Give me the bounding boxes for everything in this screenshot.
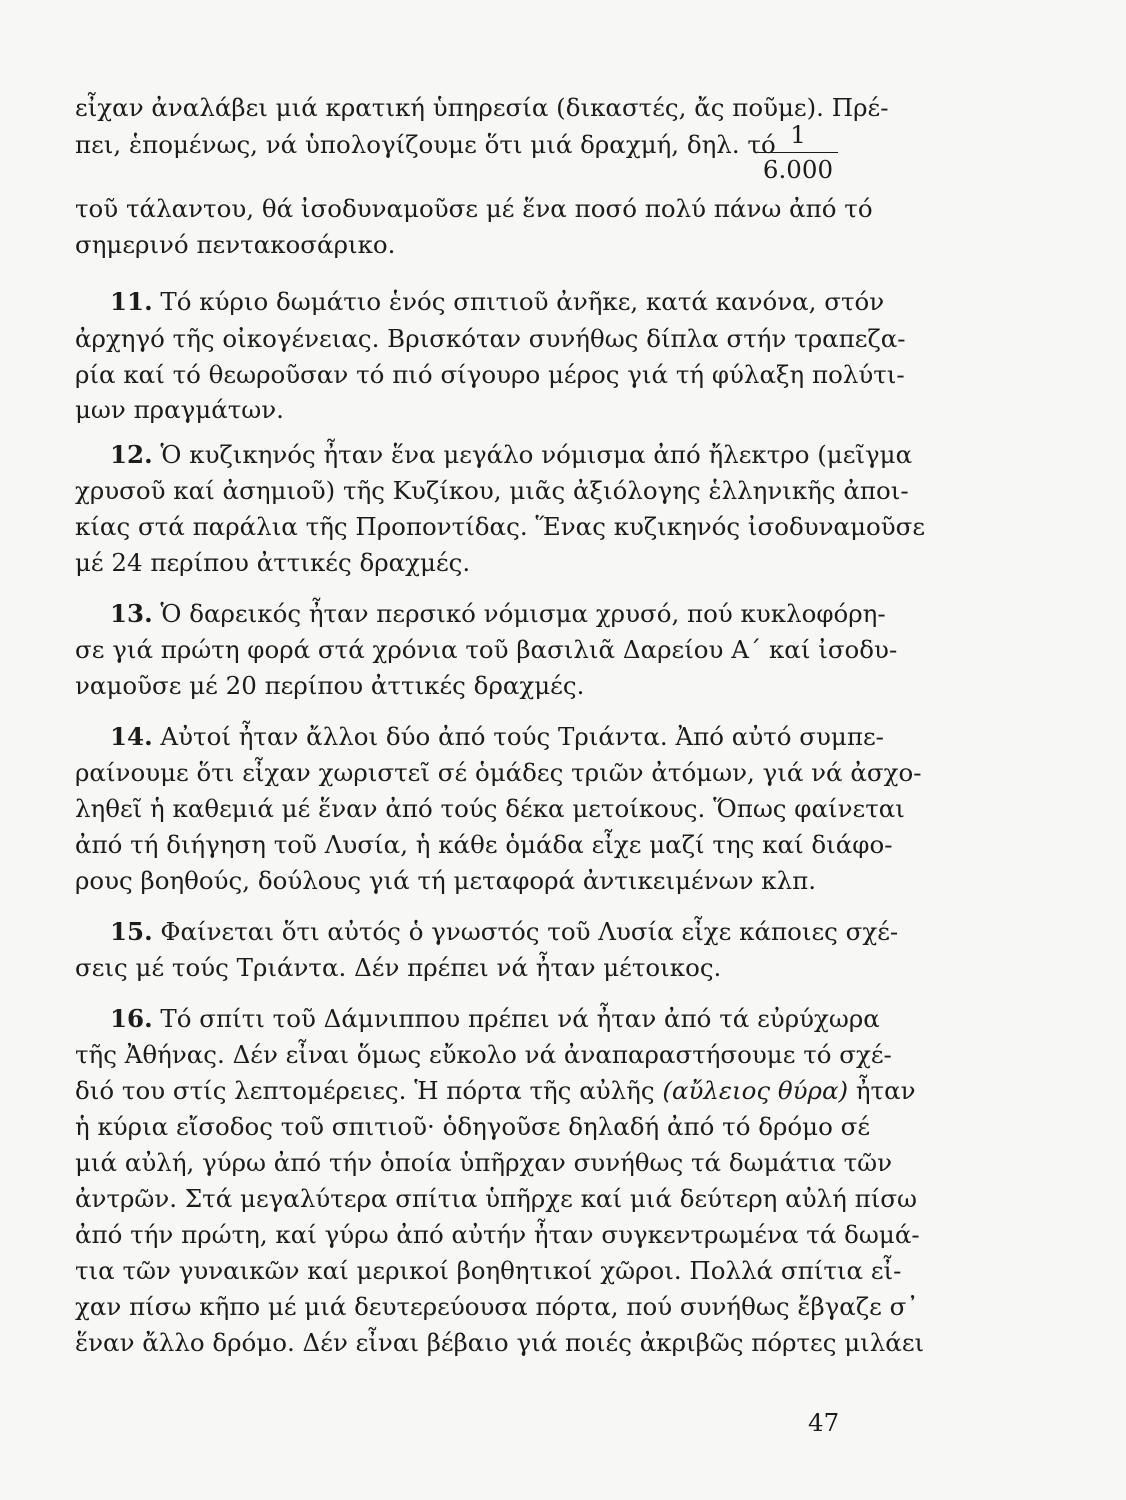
text-line: μων πραγμάτων. <box>75 395 284 424</box>
text-line: χρυσοῦ καί ἀσημιοῦ) τῆς Κυζίκου, μιᾶς ἀξιόλογης ἑλληνικῆς ἀποι- <box>75 476 909 505</box>
note-number-13: 13. <box>110 599 153 628</box>
text-line: τῆς Ἀθήνας. Δέν εἶναι ὅμως εὔκολο νά ἀναπαραστήσουμε τό σχέ- <box>75 1040 892 1069</box>
text-line: τια τῶν γυναικῶν καί μερικοί βοηθητικοί χῶροι. Πολλά σπίτια εἶ- <box>75 1256 902 1285</box>
text-line: ἀντρῶν. Στά μεγαλύτερα σπίτια ὑπῆρχε καί μιά δεύτερη αὐλή πίσω <box>75 1184 917 1213</box>
text-line: ἡ κύρια εἴσοδος τοῦ σπιτιοῦ· ὁδηγοῦσε δηλαδή ἀπό τό δρόμο σέ <box>75 1112 871 1141</box>
text-line: ρία καί τό θεωροῦσαν τό πιό σίγουρο μέρος γιά τή φύλαξη πολύτι- <box>75 360 905 389</box>
note-15-first-line: 15. Φαίνεται ὅτι αὐτός ὁ γνωστός τοῦ Λυσία εἶχε κάποιες σχέ- <box>110 917 899 946</box>
text-line: μέ 24 περίπου ἀττικές δραχμές. <box>75 548 471 577</box>
note-13-first-line: 13. Ὁ δαρεικός ἦταν περσικό νόμισμα χρυσό, πού κυκλοφόρη- <box>110 599 886 628</box>
note-11-first-line: 11. Τό κύριο δωμάτιο ἑνός σπιτιοῦ ἀνῆκε, κατά κανόνα, στόν <box>110 287 885 316</box>
text-line: πει, ἑπομένως, νά ὑπολογίζουμε ὅτι μιά δραχμή, δηλ. τό <box>75 130 776 159</box>
text-line: εἶχαν ἀναλάβει μιά κρατική ὑπηρεσία (δικαστές, ἄς ποῦμε). Πρέ- <box>75 93 889 122</box>
text-line: ἀρχηγό τῆς οἰκογένειας. Βρισκόταν συνήθως δίπλα στήν τραπεζα- <box>75 324 906 353</box>
text-line: ἕναν ἄλλο δρόμο. Δέν εἶναι βέβαιο γιά ποιές ἀκριβῶς πόρτες μιλάει <box>75 1328 925 1357</box>
text-line: ρους βοηθούς, δούλους γιά τή μεταφορά ἀντικειμένων κλπ. <box>75 866 816 895</box>
text-line: ληθεῖ ἡ καθεμιά μέ ἕναν ἀπό τούς δέκα μετοίκους. Ὅπως φαίνεται <box>75 794 905 823</box>
text-line: χαν πίσω κῆπο μέ μιά δευτερεύουσα πόρτα, πού συνήθως ἔβγαζε σ᾿ <box>75 1292 919 1321</box>
text-line: κίας στά παράλια τῆς Προποντίδας. Ἕνας κυζικηνός ἰσοδυναμοῦσε <box>75 512 926 541</box>
italic-term: (αὔλειος θύρα) <box>662 1076 849 1105</box>
text-line: σεις μέ τούς Τριάντα. Δέν πρέπει νά ἦταν μέτοικος. <box>75 953 722 982</box>
note-number-16: 16. <box>110 1004 153 1033</box>
fraction-denominator: 6.000 <box>762 155 834 184</box>
text-line: τοῦ τάλαντου, θά ἰσοδυναμοῦσε μέ ἕνα ποσό πολύ πάνω ἀπό τό <box>75 194 873 223</box>
page-number: 47 <box>808 1408 840 1437</box>
note-12-first-line: 12. Ὁ κυζικηνός ἦταν ἕνα μεγάλο νόμισμα ἀπό ἤλεκτρο (μεῖγμα <box>110 440 913 469</box>
text-line: ἀπό τή διήγηση τοῦ Λυσία, ἡ κάθε ὁμάδα εἶχε μαζί της καί διάφο- <box>75 830 893 859</box>
text-line: μιά αὐλή, γύρω ἀπό τήν ὁποία ὑπῆρχαν συνήθως τά δωμάτια τῶν <box>75 1148 893 1177</box>
text-line: διό του στίς λεπτομέρειες. Ἡ πόρτα τῆς αὐλῆς (αὔλειος θύρα) ἦταν <box>75 1076 916 1105</box>
note-number-12: 12. <box>110 440 153 469</box>
text-line: σημερινό πεντακοσάρικο. <box>75 230 396 259</box>
fraction <box>758 120 838 185</box>
note-number-11: 11. <box>110 287 153 316</box>
fraction-numerator: 1 <box>790 120 806 149</box>
fraction-bar <box>758 152 838 153</box>
text-line: ἀπό τήν πρώτη, καί γύρω ἀπό αὐτήν ἦταν συγκεντρωμένα τά δωμά- <box>75 1220 920 1249</box>
text-line: ραίνουμε ὅτι εἶχαν χωριστεῖ σέ ὁμάδες τριῶν ἀτόμων, γιά νά ἀσχο- <box>75 758 922 787</box>
note-number-14: 14. <box>110 722 153 751</box>
note-14-first-line: 14. Αὐτοί ἦταν ἄλλοι δύο ἀπό τούς Τριάντα. Ἀπό αὐτό συμπε- <box>110 722 884 751</box>
text-line: σε γιά πρώτη φορά στά χρόνια τοῦ βασιλιᾶ Δαρείου Α΄ καί ἰσοδυ- <box>75 635 898 664</box>
note-16-first-line: 16. Τό σπίτι τοῦ Δάμνιππου πρέπει νά ἦταν ἀπό τά εὐρύχωρα <box>110 1004 880 1033</box>
note-number-15: 15. <box>110 917 153 946</box>
text-line: ναμοῦσε μέ 20 περίπου ἀττικές δραχμές. <box>75 671 585 700</box>
